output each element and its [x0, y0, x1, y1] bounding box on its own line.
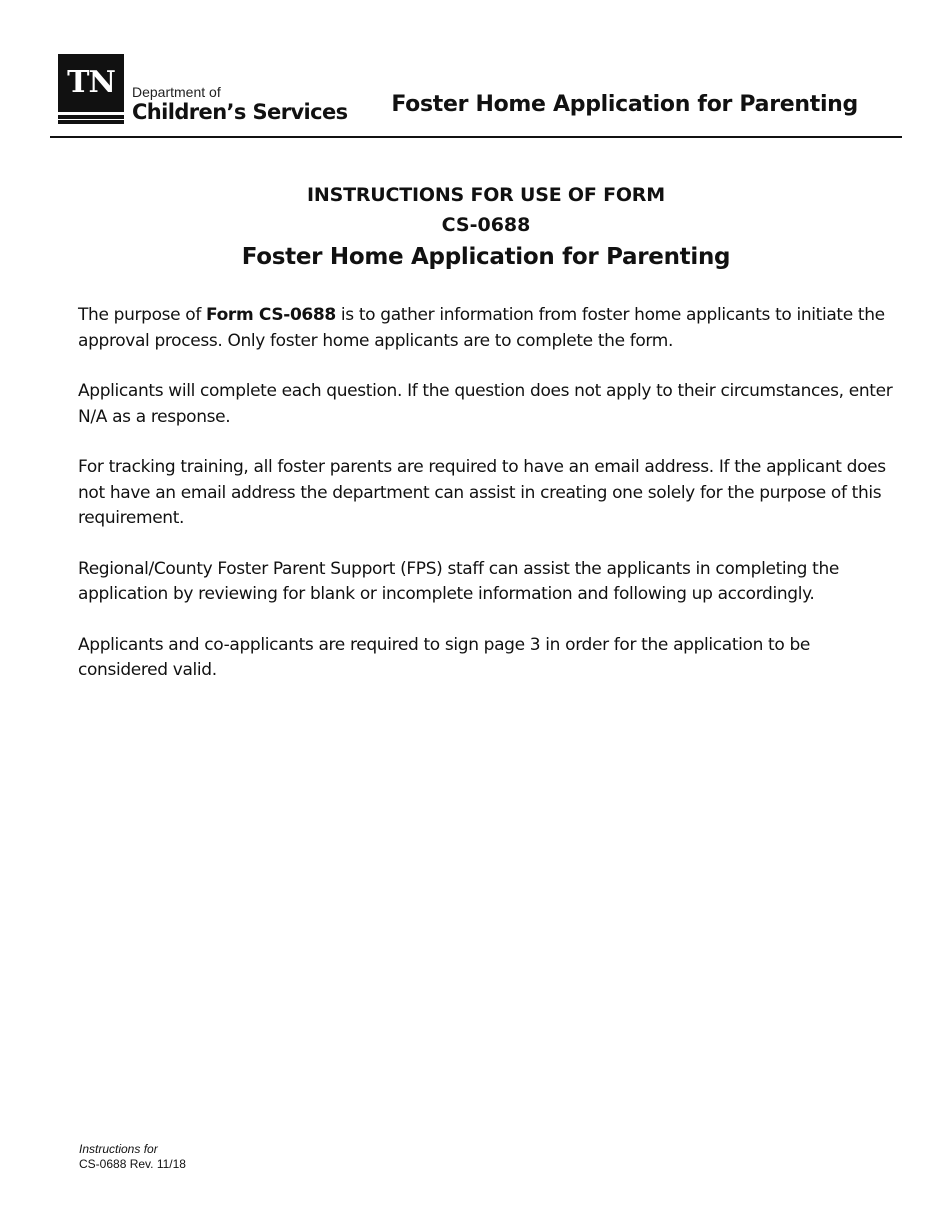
- instructions-body: [78, 303, 896, 709]
- page-footer: [79, 1142, 186, 1172]
- logo-agency-name: Children’s Services: [132, 100, 348, 124]
- paragraph-purpose: [78, 303, 896, 354]
- footer-instructions-label: Instructions for: [79, 1142, 158, 1156]
- paragraph-fps-staff: Regional/County Foster Parent Support (FPS) staff can assist the applicants in completing the application by reviewing for blank or incomplete information and following up accordingly.: [78, 558, 840, 604]
- paragraph-purpose-lead: The purpose of: [78, 305, 207, 325]
- form-number-emphasis: Form CS-0688: [206, 305, 336, 325]
- paragraph-complete-questions: Applicants will complete each question. If the question does not apply to their circumstances, enter N/A as a response.: [78, 381, 893, 427]
- paragraph-purpose-rest: is to gather information from foster home applicants to initiate the approval process. Only foster home applicants are to complete the form.: [78, 305, 885, 351]
- paragraph-email-requirement: For tracking training, all foster parents are required to have an email address. If the applicant does not have an email address the department can assist in creating one solely for the purpose of this requirement.: [78, 457, 886, 528]
- dcs-logo: [58, 54, 368, 124]
- instructions-heading: [0, 180, 950, 274]
- header-title: Foster Home Application for Parenting: [391, 92, 858, 117]
- footer-form-revision: CS-0688 Rev. 11/18: [79, 1157, 186, 1171]
- heading-form-title: Foster Home Application for Parenting: [241, 244, 731, 270]
- heading-form-number: CS-0688: [441, 214, 531, 236]
- tn-logo-mark: TN: [58, 54, 124, 112]
- logo-bar: [58, 115, 124, 119]
- logo-department-label: Department of: [132, 84, 221, 100]
- heading-instructions: INSTRUCTIONS FOR USE OF FORM: [307, 184, 665, 206]
- page-header: [50, 0, 902, 138]
- logo-bar: [58, 120, 124, 124]
- paragraph-signature: Applicants and co-applicants are required to sign page 3 in order for the application to be considered valid.: [78, 634, 811, 680]
